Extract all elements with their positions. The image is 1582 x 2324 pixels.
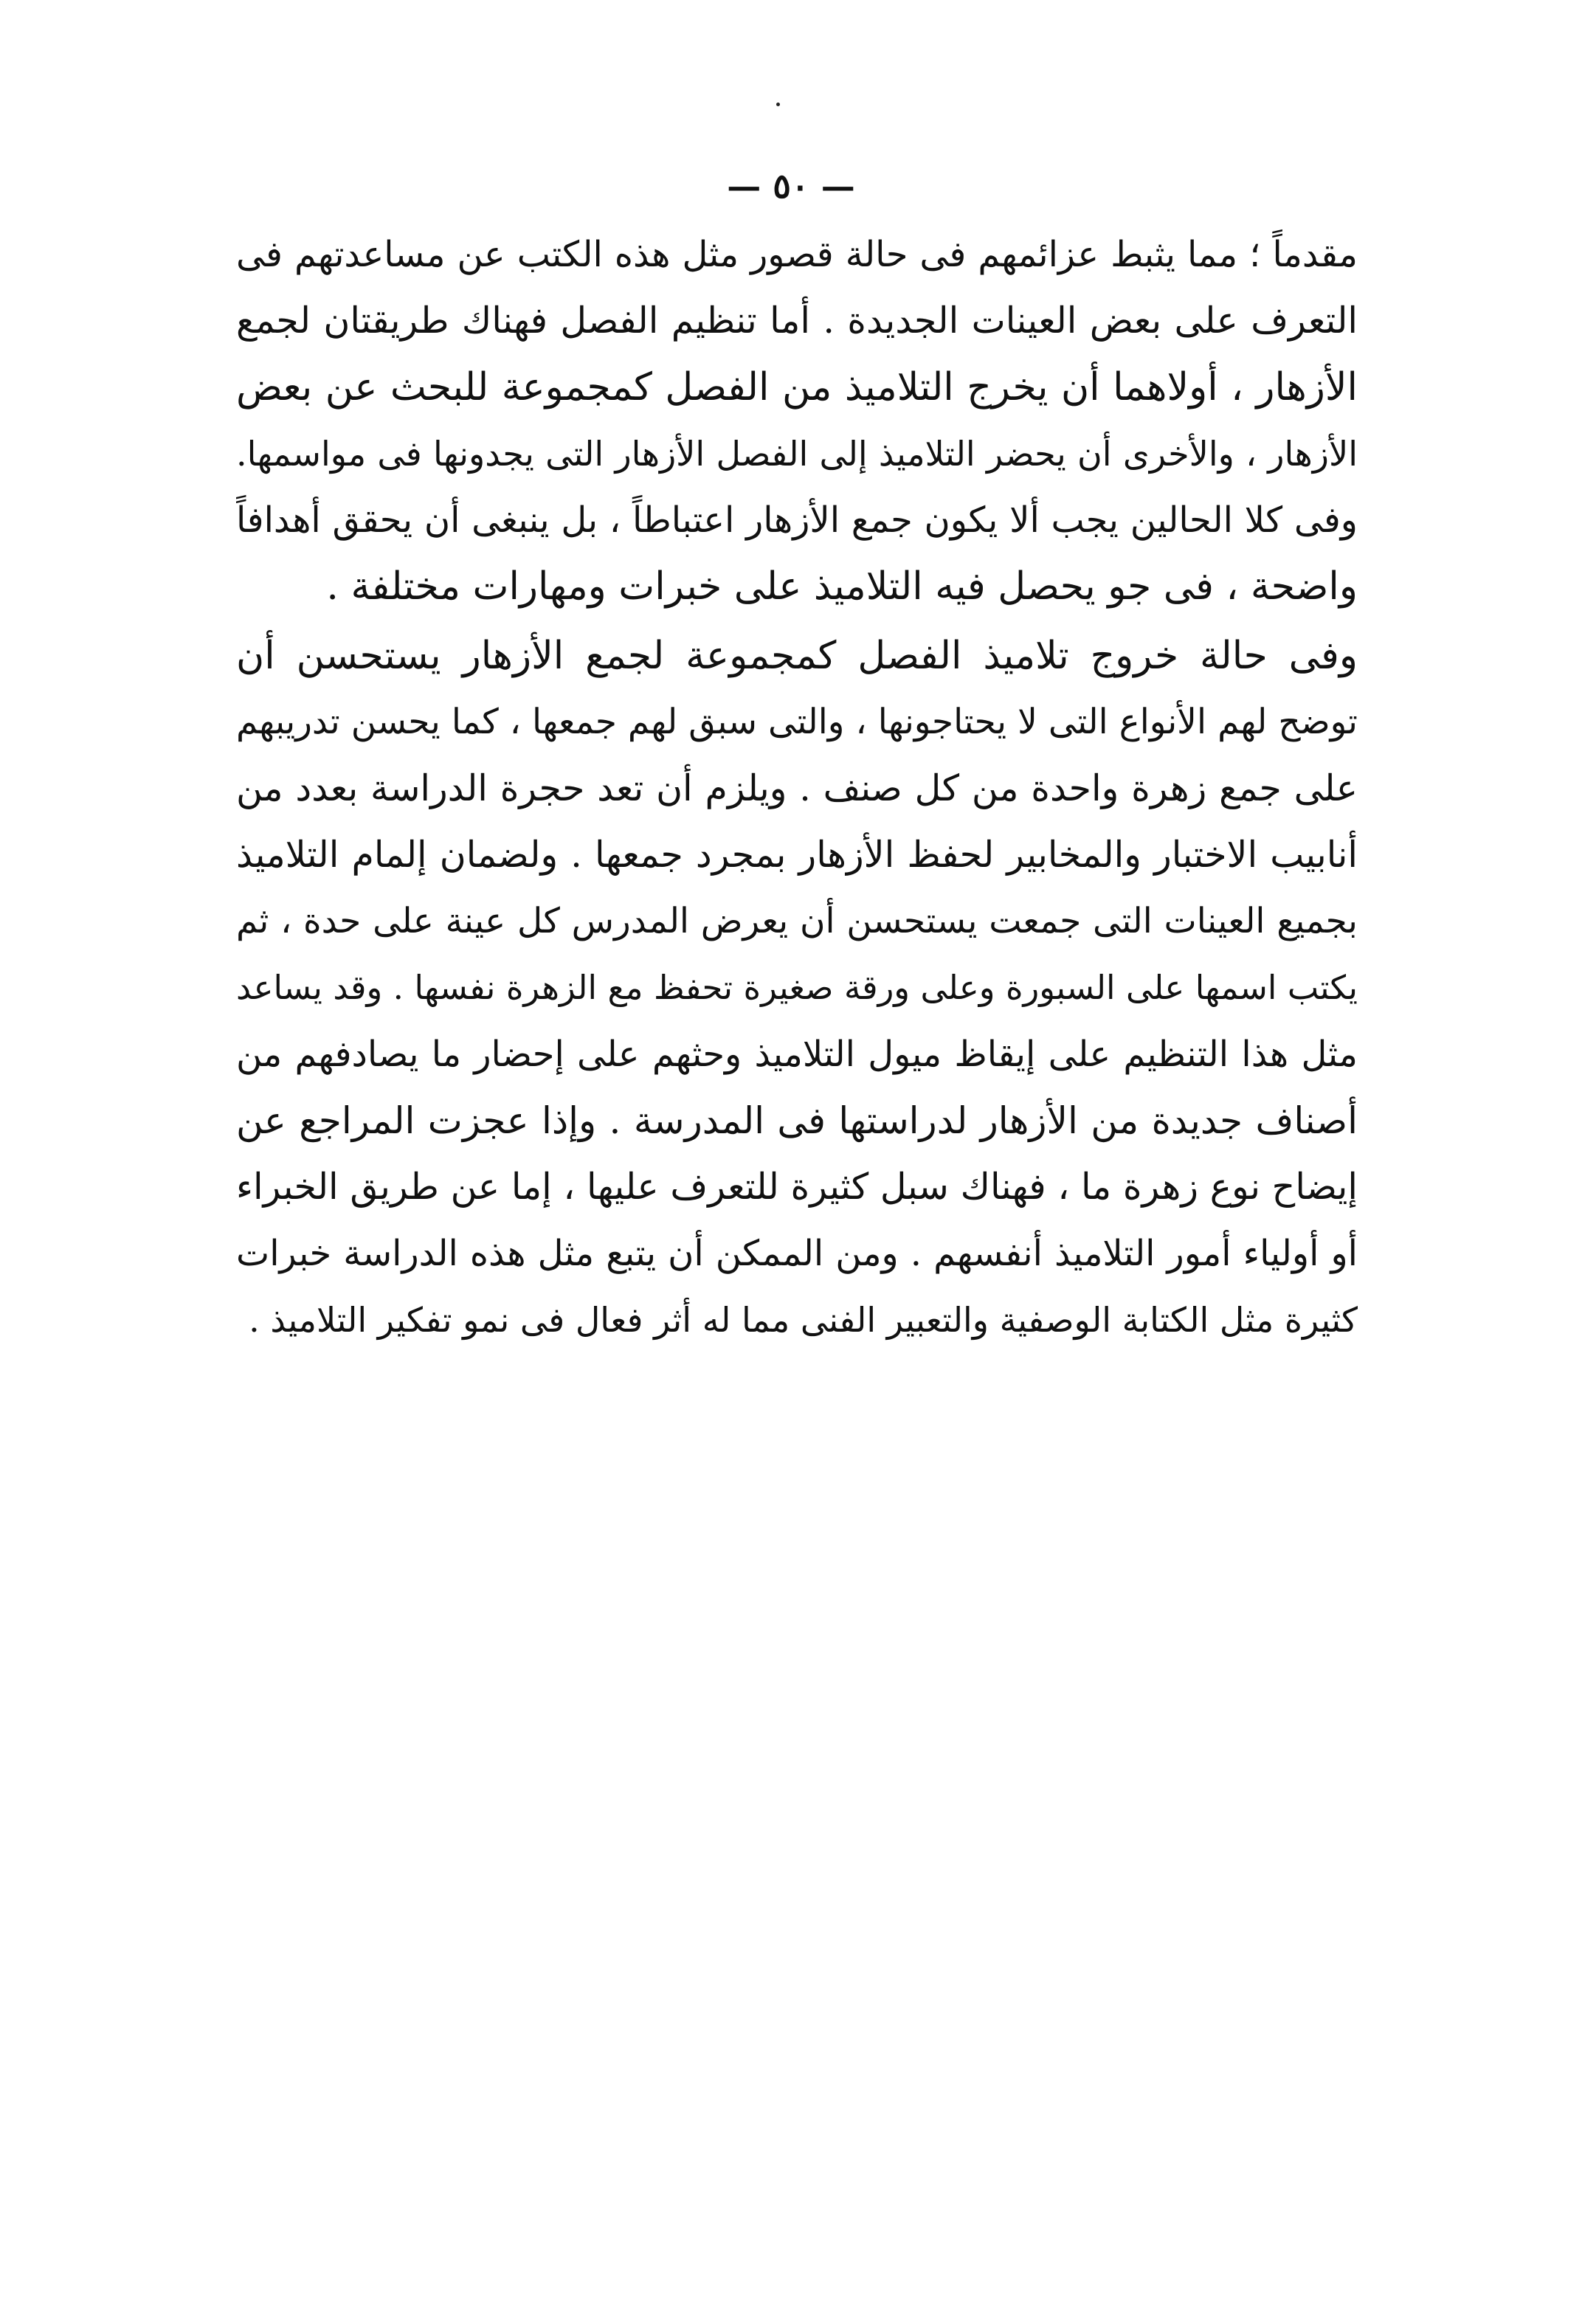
paragraph-1-line-5: وفى كلا الحالين يجب ألا يكون جمع الأزهار اعتباطاً ، بل ينبغى أن يحقق أهدافاً	[236, 499, 1358, 541]
paragraph-2-line-5: بجميع العينات التى جمعت يستحسن أن يعرض المدرس كل عينة على حدة ، ثم	[236, 901, 1358, 941]
body-text	[236, 221, 1358, 1353]
paragraph-2-line-9: إيضاح نوع زهرة ما ، فهناك سبل كثيرة للتعرف عليها ، إما عن طريق الخبراء	[236, 1166, 1358, 1208]
page-number: — ٥٠ —	[727, 166, 855, 206]
paragraph-1-line-1: مقدماً ؛ مما يثبط عزائمهم فى حالة قصور مثل هذه الكتب عن مساعدتهم فى	[236, 234, 1358, 275]
paragraph-1	[236, 221, 1358, 620]
paragraph-2-line-7: مثل هذا التنظيم على إيقاظ ميول التلاميذ وحثهم على إحضار ما يصادفهم من	[236, 1034, 1358, 1075]
paragraph-2-line-6: يكتب اسمها على السبورة وعلى ورقة صغيرة تحفظ مع الزهرة نفسها . وقد يساعد	[236, 968, 1358, 1007]
paragraph-1-line-2: التعرف على بعض العينات الجديدة . أما تنظيم الفصل فهناك طريقتان لجمع	[236, 300, 1358, 342]
paragraph-1-line-4: الأزهار ، والأخرى أن يحضر التلاميذ إلى الفصل الأزهار التى يجدونها فى مواسمها.	[236, 434, 1358, 474]
paragraph-2-line-10: أو أولياء أمور التلاميذ أنفسهم . ومن الممكن أن يتبع مثل هذه الدراسة خبرات	[236, 1233, 1358, 1274]
paragraph-1-line-6: واضحة ، فى جو يحصل فيه التلاميذ على خبرات ومهارات مختلفة .	[326, 564, 1358, 609]
scan-speck	[776, 103, 780, 106]
paragraph-2-line-8: أصناف جديدة من الأزهار لدراستها فى المدرسة . وإذا عجزت المراجع عن	[236, 1099, 1358, 1142]
paragraph-2-line-3: على جمع زهرة واحدة من كل صنف . ويلزم أن تعد حجرة الدراسة بعدد من	[236, 767, 1358, 809]
paragraph-1-line-3: الأزهار ، أولاهما أن يخرج التلاميذ من الفصل كمجموعة للبحث عن بعض	[236, 365, 1358, 409]
paragraph-2	[236, 623, 1358, 1353]
paragraph-2-line-4: أنابيب الاختبار والمخابير لحفظ الأزهار بمجرد جمعها . ولضمان إلمام التلاميذ	[236, 834, 1358, 876]
paragraph-2-line-1: وفى حالة خروج تلاميذ الفصل كمجموعة لجمع الأزهار يستحسن أن	[236, 634, 1358, 678]
paragraph-2-line-2: توضح لهم الأنواع التى لا يحتاجونها ، والتى سبق لهم جمعها ، كما يحسن تدريبهم	[236, 702, 1358, 742]
paragraph-2-line-11: كثيرة مثل الكتابة الوصفية والتعبير الفنى مما له أثر فعال فى نمو تفكير التلاميذ .	[249, 1300, 1358, 1340]
